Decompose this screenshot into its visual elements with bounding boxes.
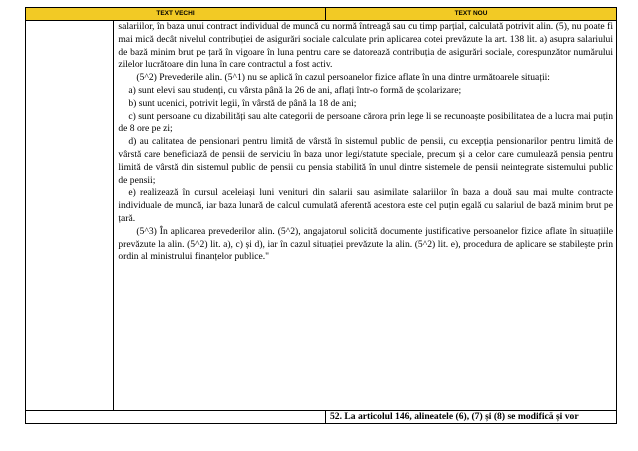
paragraph-item-a: a) sunt elevi sau studenți, cu vârsta până la 26 de ani, aflați într-o formă de școlarizare; [128,84,462,96]
header-new-text: TEXT NOU [454,10,488,17]
header-old-text: TEXT VECHI [26,8,326,20]
table-header-row [26,8,616,21]
old-text-cell-empty [26,411,326,423]
comparison-table [25,7,617,424]
paragraph-item-e: e) realizează în cursul aceleiași luni venituri din salarii sau asimilate salariilor în baza a două sau mai multe contracte individuale de muncă, iar baza lunară de calcul cumulată aferentă acestora este cel puțin egală cu salariul de bază minim brut pe țară. [118,187,613,224]
paragraph-item-b: b) sunt ucenici, potrivit legii, în vârstă de până la 18 de ani; [128,97,357,109]
old-text-cell [26,21,114,410]
table-row [26,21,616,410]
paragraph-continuation: salariilor, în baza unui contract individual de muncă cu normă întreagă sau cu timp parțial, calculată potrivit alin. (5), nu poate fi mai mică decât nivelul contribuției de asigurări sociale calculate prin aplicarea cotei prevăzute la art. 138 lit. a) asupra salariului de bază minim brut pe țară în vigoare în luna pentru care se datorează contribuția de asigurări sociale, corespunzător numărului zilelor lucrătoare din luna în care contractul a fost activ. [118,21,613,71]
new-text-cell [114,21,616,410]
paragraph-item-c: c) sunt persoane cu dizabilități sau alte categorii de persoane cărora prin lege li se recunoaște posibilitatea de a lucra mai puțin de 8 ore pe zi; [118,110,613,135]
table-row [26,410,616,423]
paragraph-item-d: d) au calitatea de pensionari pentru limită de vârstă în sistemul public de pensii, cu excepția pensionarilor pentru limită de vârstă care beneficiază de pensii de serviciu în baza unor legi/statute speciale, precum și a celor care cumulează pensia pentru limită de vârstă din sistemul public de pensii cu pensia stabilită în unul dintre sistemele de pensii neintegrate sistemului public de pensii; [118,136,613,186]
article-146-heading: 52. La articolul 146, alineatele (6), (7) și (8) se modifică și vor [330,411,579,422]
paragraph-5-2: (5^2) Prevederile alin. (5^1) nu se aplică în cazul persoanelor fizice aflate în una dintre următoarele situații: [136,72,550,84]
paragraph-5-3: (5^3) În aplicarea prevederilor alin. (5^2), angajatorul solicită documente justificative persoanelor fizice aflate în situațiile prevăzute la alin. (5^2) lit. a), c) și d), iar în cazul situației prevăzute la alin. (5^2) lit. e), procedura de aplicare se stabilește prin ordin al ministrului finanțelor publice." [118,225,613,263]
